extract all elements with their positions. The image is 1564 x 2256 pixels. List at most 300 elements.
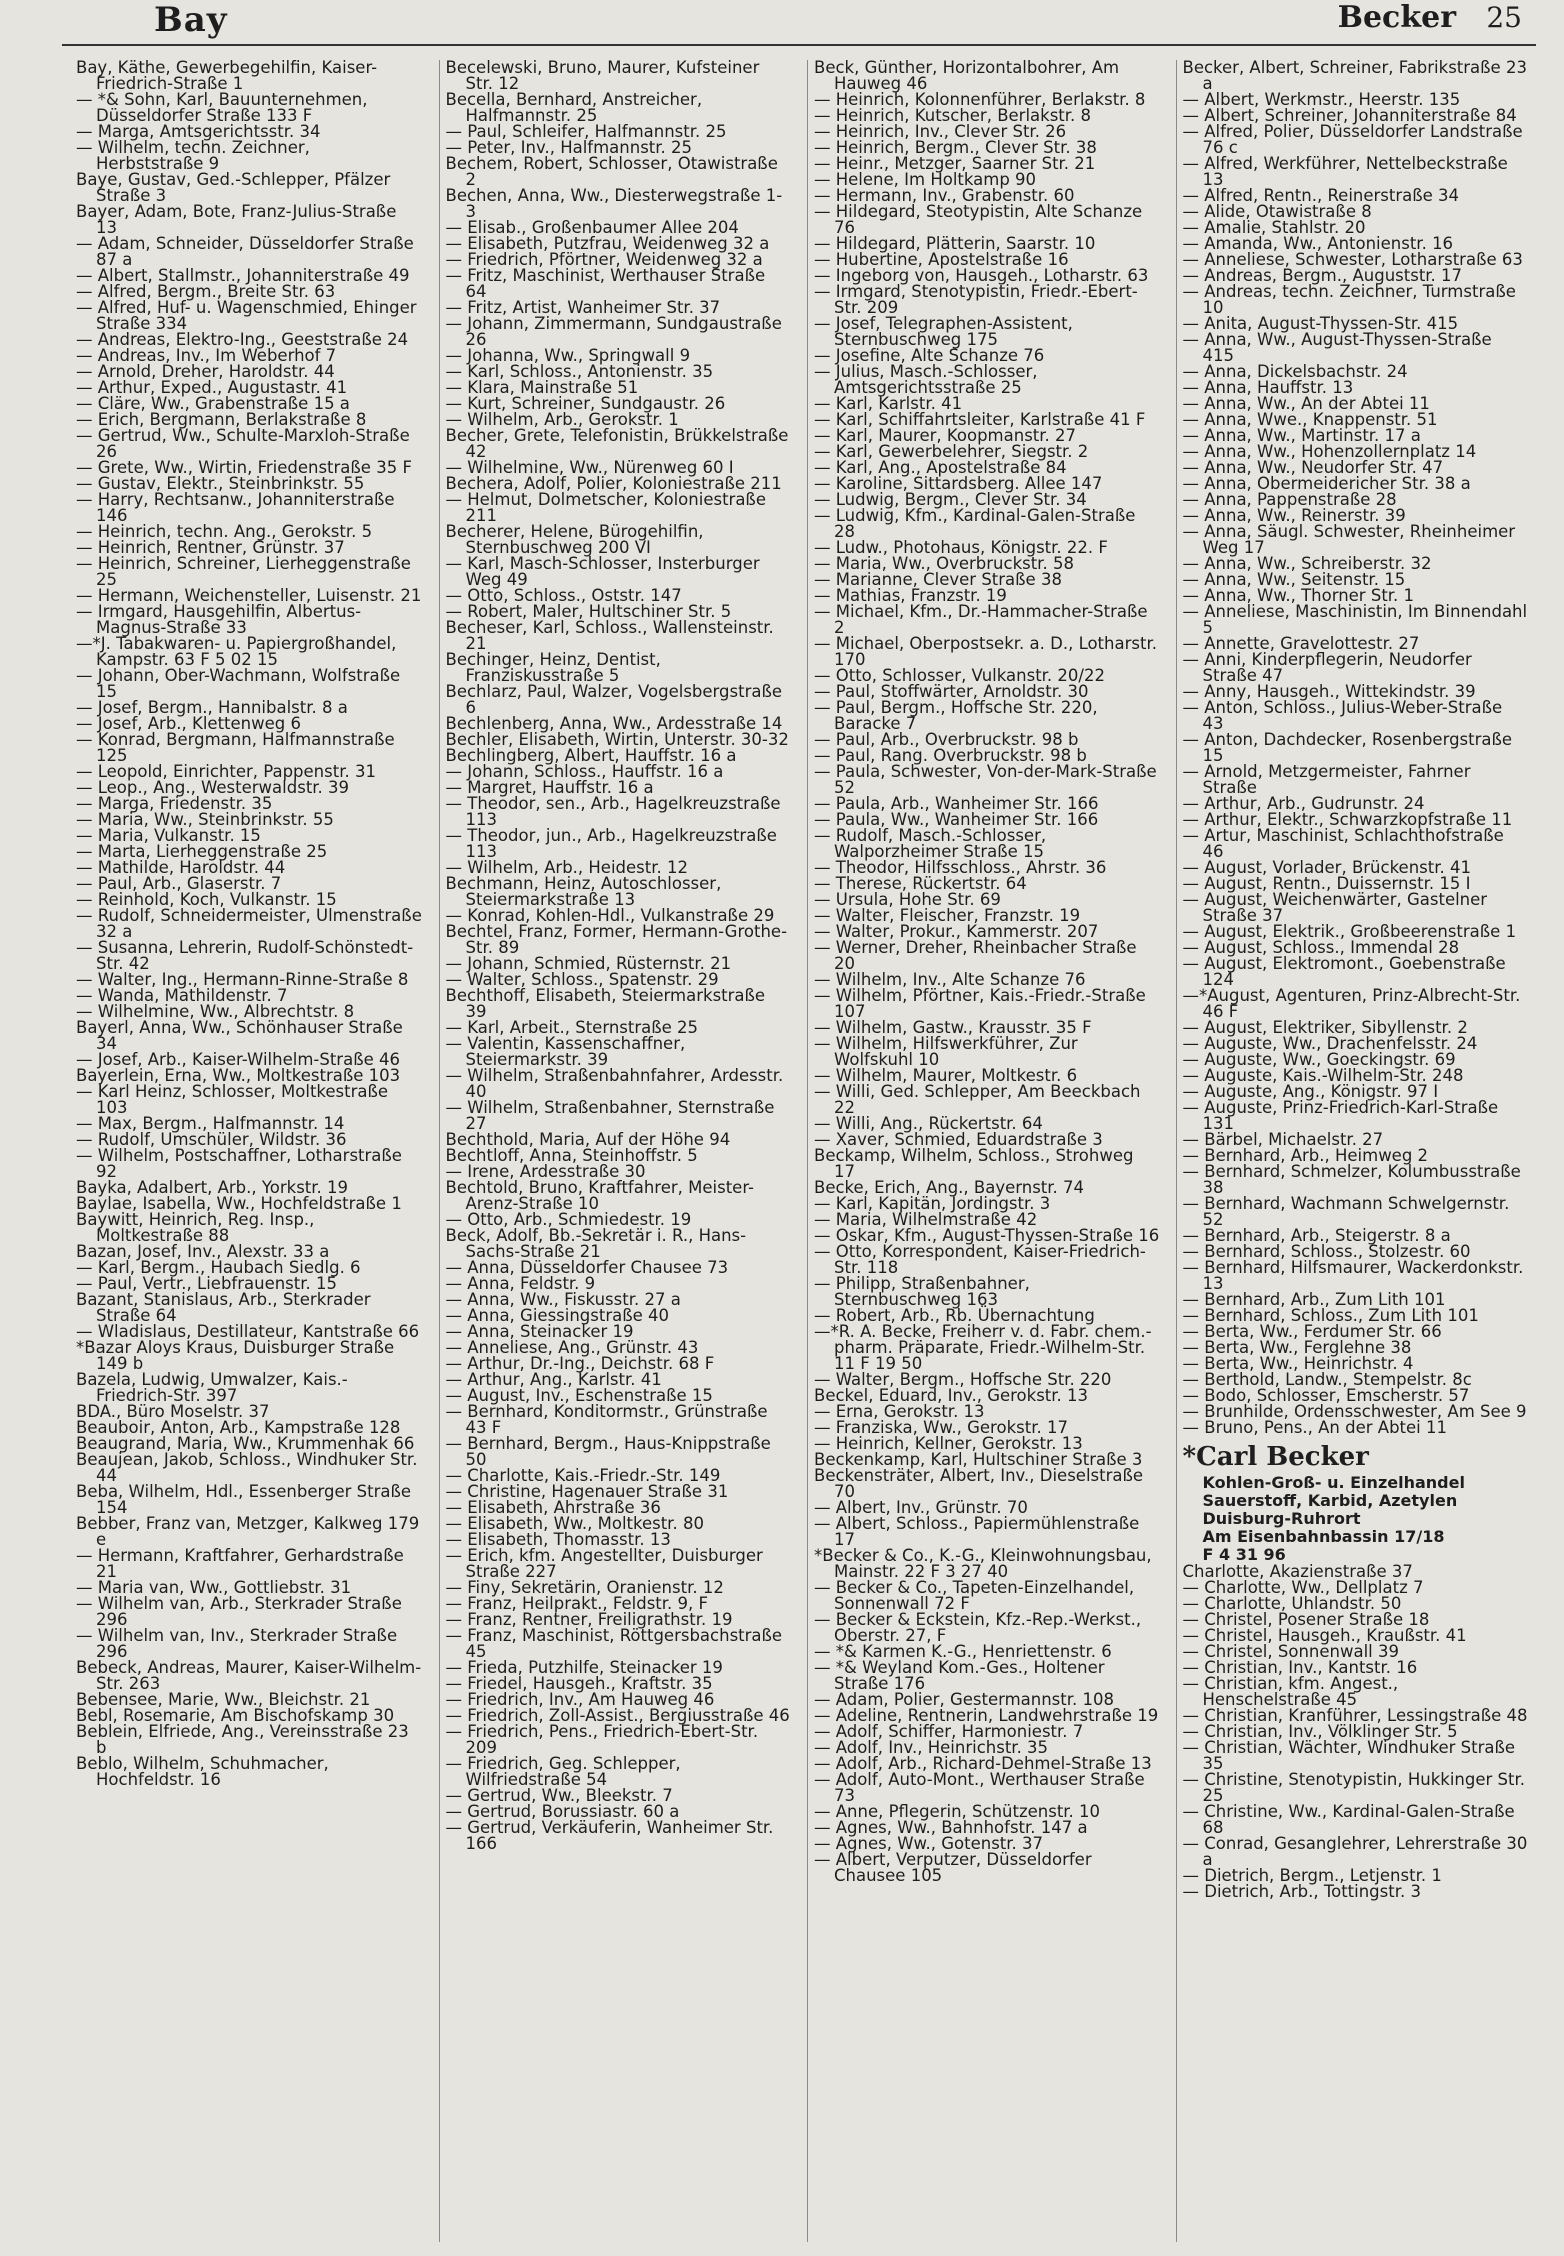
directory-entry: — Theodor, Hilfsschloss., Ahrstr. 36 [814, 858, 1107, 877]
directory-entry: — Klara, Mainstraße 51 [445, 378, 639, 397]
directory-entry: — Hermann, Inv., Grabenstr. 60 [814, 186, 1075, 205]
directory-entry: — Karl, Masch-Schlosser, Insterburger Weg 49 [445, 554, 760, 589]
directory-entry: — Willi, Ged. Schlepper, Am Beeckbach 22 [814, 1082, 1141, 1117]
directory-entry: Bechtloff, Anna, Steinhoffstr. 5 [445, 1146, 698, 1165]
directory-entry: — Walter, Ing., Hermann-Rinne-Straße 8 [76, 970, 409, 989]
directory-entry: Bechtel, Franz, Former, Hermann-Grothe-Str. 89 [445, 922, 788, 957]
directory-entry: — Wilhelm, Gastw., Krausstr. 35 F [814, 1018, 1092, 1037]
directory-entry: — Christian, Inv., Kantstr. 16 [1182, 1658, 1418, 1677]
directory-entry: — Franziska, Ww., Gerokstr. 17 [814, 1418, 1068, 1437]
directory-entry: — Gustav, Elektr., Steinbrinkstr. 55 [76, 474, 365, 493]
directory-entry: — Charlotte, Ww., Dellplatz 7 [1182, 1578, 1424, 1597]
directory-entry: — Christian, Kranführer, Lessingstraße 48 [1182, 1706, 1528, 1725]
directory-entry: — Ludwig, Bergm., Clever Str. 34 [814, 490, 1087, 509]
directory-entry: Bechthold, Maria, Auf der Höhe 94 [445, 1130, 731, 1149]
directory-entry: — Agnes, Ww., Bahnhofstr. 147 a [814, 1818, 1088, 1837]
page-header [62, 0, 1536, 46]
directory-entry: Beaugrand, Maria, Ww., Krummenhak 66 [76, 1434, 415, 1453]
directory-entry: — Auguste, Ang., Königstr. 97 I [1182, 1082, 1439, 1101]
directory-entry: — Josef, Bergm., Hannibalstr. 8 a [76, 698, 348, 717]
directory-entry: — Brunhilde, Ordensschwester, Am See 9 [1182, 1402, 1527, 1421]
column-1 [70, 60, 429, 2242]
directory-entry: — Arthur, Arb., Gudrunstr. 24 [1182, 794, 1425, 813]
directory-entry: — Karl, Maurer, Koopmanstr. 27 [814, 426, 1077, 445]
directory-entry: — Anneliese, Maschinistin, Im Binnendahl 5 [1182, 602, 1528, 637]
directory-entry: — Friedrich, Pförtner, Weidenweg 32 a [445, 250, 763, 269]
directory-entry: Baywitt, Heinrich, Reg. Insp., Moltkestraße 88 [76, 1210, 315, 1245]
directory-entry: — Karl, Gewerbelehrer, Siegstr. 2 [814, 442, 1089, 461]
directory-entry: — Anna, Ww., Seitenstr. 15 [1182, 570, 1406, 589]
directory-entry: — Marga, Friedenstr. 35 [76, 794, 273, 813]
ad-line: Am Eisenbahnbassin 17/18 [1202, 1527, 1445, 1546]
directory-entry: Beauboir, Anton, Arb., Kampstraße 128 [76, 1418, 401, 1437]
directory-entry: — Anna, Ww., An der Abtei 11 [1182, 394, 1430, 413]
directory-entry: — August, Elektriker, Sibyllenstr. 2 [1182, 1018, 1468, 1037]
directory-entry: — Anna, Düsseldorfer Chausee 73 [445, 1258, 729, 1277]
directory-entry: — *& Karmen K.-G., Henriettenstr. 6 [814, 1642, 1112, 1661]
directory-entry: — Anni, Kinderpflegerin, Neudorfer Straße 47 [1182, 650, 1472, 685]
directory-entry: — Paul, Bergm., Hoffsche Str. 220, Baracke 7 [814, 698, 1098, 733]
directory-entry: — Margret, Hauffstr. 16 a [445, 778, 654, 797]
directory-entry: — Maria, Wilhelmstraße 42 [814, 1210, 1038, 1229]
directory-entry: — Karl, Arbeit., Sternstraße 25 [445, 1018, 699, 1037]
directory-entry: — Annette, Gravelottestr. 27 [1182, 634, 1420, 653]
directory-entry: — Paula, Schwester, Von-der-Mark-Straße 52 [814, 762, 1157, 797]
directory-entry: — *& Sohn, Karl, Bauunternehmen, Düsseldorfer Straße 133 F [76, 90, 368, 125]
directory-entry: Becher, Grete, Telefonistin, Brükkelstraße 42 [445, 426, 789, 461]
directory-entry: — Erich, Bergmann, Berlakstraße 8 [76, 410, 367, 429]
directory-entry: — Bernhard, Schmelzer, Kolumbusstraße 38 [1182, 1162, 1521, 1197]
directory-entry: — Christian, kfm. Angest., Henschelstraße 45 [1182, 1674, 1399, 1709]
directory-entry: — Alfred, Werkführer, Nettelbeckstraße 13 [1182, 154, 1508, 189]
directory-entry: Bayka, Adalbert, Arb., Yorkstr. 19 [76, 1178, 349, 1197]
directory-entry: — Arthur, Exped., Augustastr. 41 [76, 378, 348, 397]
carl-becker-ad [1183, 1442, 1529, 1564]
directory-entry: — Wilhelm, Arb., Heidestr. 12 [445, 858, 688, 877]
directory-entry: — Friedrich, Geg. Schlepper, Wilfriedstraße 54 [445, 1754, 681, 1789]
directory-entry: — Philipp, Straßenbahner, Sternbuschweg 163 [814, 1274, 1030, 1309]
directory-entry: — Gertrud, Ww., Bleekstr. 7 [445, 1786, 673, 1805]
directory-entry: — Heinrich, Kutscher, Berlakstr. 8 [814, 106, 1092, 125]
directory-entry: — Wanda, Mathildenstr. 7 [76, 986, 288, 1005]
directory-entry: — Erna, Gerokstr. 13 [814, 1402, 985, 1421]
directory-entry: — Anna, Ww., August-Thyssen-Straße 415 [1182, 330, 1492, 365]
directory-entry: — Albert, Stallmstr., Johanniterstraße 49 [76, 266, 410, 285]
directory-entry: — Johanna, Ww., Springwall 9 [445, 346, 691, 365]
directory-entry: — Rudolf, Umschüler, Wildstr. 36 [76, 1130, 347, 1149]
directory-entry: — Anton, Dachdecker, Rosenbergstraße 15 [1182, 730, 1513, 765]
directory-entry: — Berta, Ww., Heinrichstr. 4 [1182, 1354, 1414, 1373]
directory-entry: — Karoline, Sittardsberg. Allee 147 [814, 474, 1103, 493]
directory-entry: — Wilhelm, Pförtner, Kais.-Friedr.-Straße 107 [814, 986, 1146, 1021]
directory-entry: — Otto, Schlosser, Vulkanstr. 20/22 [814, 666, 1105, 685]
directory-entry: — Christian, Inv., Völklinger Str. 5 [1182, 1722, 1458, 1741]
directory-entry: — Amanda, Ww., Antonienstr. 16 [1182, 234, 1454, 253]
directory-entry: — Arnold, Dreher, Haroldstr. 44 [76, 362, 335, 381]
directory-entry: Bechtold, Bruno, Kraftfahrer, Meister-Arenz-Straße 10 [445, 1178, 755, 1213]
directory-entry: — Robert, Arb., Rb. Übernachtung [814, 1306, 1095, 1325]
header-left-keyword: Bay [154, 0, 228, 40]
directory-entry: — Mathias, Franzstr. 19 [814, 586, 1007, 605]
directory-entry: — Maria, Ww., Overbruckstr. 58 [814, 554, 1074, 573]
directory-entry: — Anna, Pappenstraße 28 [1182, 490, 1397, 509]
directory-entry: *Becker & Co., K.-G., Kleinwohnungsbau, Mainstr. 22 F 3 27 40 [814, 1546, 1152, 1581]
directory-entry: Beaujean, Jakob, Schloss., Windhuker Str. 44 [76, 1450, 418, 1485]
directory-entry: — Theodor, sen., Arb., Hagelkreuzstraße 113 [445, 794, 781, 829]
directory-entry: BDA., Büro Moselstr. 37 [76, 1402, 270, 1421]
directory-entry: — Otto, Korrespondent, Kaiser-Friedrich-Str. 118 [814, 1242, 1146, 1277]
directory-entry: — Albert, Inv., Grünstr. 70 [814, 1498, 1028, 1517]
directory-entry: — Josef, Arb., Kaiser-Wilhelm-Straße 46 [76, 1050, 400, 1069]
directory-entry: Bayerl, Anna, Ww., Schönhauser Straße 34 [76, 1018, 403, 1053]
directory-entry: — Anne, Pflegerin, Schützenstr. 10 [814, 1802, 1101, 1821]
directory-entry: — Erich, kfm. Angestellter, Duisburger Straße 227 [445, 1546, 763, 1581]
directory-entry: — Oskar, Kfm., August-Thyssen-Straße 16 [814, 1226, 1160, 1245]
directory-entry: — Bernhard, Arb., Zum Lith 101 [1182, 1290, 1446, 1309]
directory-entry: — Wilhelm van, Arb., Sterkrader Straße 296 [76, 1594, 402, 1629]
directory-entry: — Conrad, Gesanglehrer, Lehrerstraße 30 a [1182, 1834, 1528, 1869]
directory-entry: — Paul, Vertr., Liebfrauenstr. 15 [76, 1274, 338, 1293]
directory-entry: — Anita, August-Thyssen-Str. 415 [1182, 314, 1459, 333]
directory-entry: — Finy, Sekretärin, Oranienstr. 12 [445, 1578, 724, 1597]
directory-entry: — Karl Heinz, Schlosser, Moltkestraße 103 [76, 1082, 389, 1117]
directory-entry: — Berta, Ww., Ferdumer Str. 66 [1182, 1322, 1442, 1341]
directory-entry: — Johann, Ober-Wachmann, Wolfstraße 15 [76, 666, 401, 701]
directory-entry: — Franz, Maschinist, Röttgersbachstraße 45 [445, 1626, 783, 1661]
directory-entry: Bechinger, Heinz, Dentist, Franziskusstraße 5 [445, 650, 661, 685]
directory-entry: — Paul, Arb., Overbruckstr. 98 b [814, 730, 1079, 749]
directory-entry: Beck, Adolf, Bb.-Sekretär i. R., Hans-Sachs-Straße 21 [445, 1226, 747, 1261]
directory-entry: — Walter, Fleischer, Franzstr. 19 [814, 906, 1081, 925]
directory-entry: — Albert, Werkmstr., Heerstr. 135 [1182, 90, 1461, 109]
directory-entry: — Becker & Co., Tapeten-Einzelhandel, Sonnenwall 72 F [814, 1578, 1135, 1613]
directory-entry: Beba, Wilhelm, Hdl., Essenberger Straße 154 [76, 1482, 412, 1517]
directory-entry: — Anna, Ww., Martinstr. 17 a [1182, 426, 1421, 445]
directory-entry: — Heinrich, Schreiner, Lierheggenstraße 25 [76, 554, 411, 589]
directory-entry: Charlotte, Akazienstraße 37 [1182, 1562, 1413, 1581]
directory-entry: — Bernhard, Bergm., Haus-Knippstraße 50 [445, 1434, 771, 1469]
directory-entry: — Anna, Ww., Thorner Str. 1 [1182, 586, 1415, 605]
directory-entry: — Anna, Dickelsbachstr. 24 [1182, 362, 1408, 381]
directory-entry: —*J. Tabakwaren- u. Papiergroßhandel, Kampstr. 63 F 5 02 15 [76, 634, 397, 669]
directory-entry: — Christian, Wächter, Windhuker Straße 35 [1182, 1738, 1516, 1773]
directory-entry: — Theodor, jun., Arb., Hagelkreuzstraße 113 [445, 826, 777, 861]
directory-entry: — Adolf, Inv., Heinrichstr. 35 [814, 1738, 1049, 1757]
directory-entry: — Irmgard, Hausgehilfin, Albertus-Magnus-Straße 33 [76, 602, 362, 637]
directory-entry: — Max, Bergm., Halfmannstr. 14 [76, 1114, 345, 1133]
directory-entry: — Leop., Ang., Westerwaldstr. 39 [76, 778, 350, 797]
directory-entry: Bebl, Rosemarie, Am Bischofskamp 30 [76, 1706, 395, 1725]
directory-entry: — Wilhelm, Arb., Gerokstr. 1 [445, 410, 679, 429]
directory-entry: — Friedrich, Zoll-Assist., Bergiusstraße 46 [445, 1706, 790, 1725]
directory-entry: — Franz, Rentner, Freiligrathstr. 19 [445, 1610, 733, 1629]
directory-entry: — Otto, Schloss., Oststr. 147 [445, 586, 682, 605]
directory-entry: — Rudolf, Schneidermeister, Ulmenstraße 32 a [76, 906, 422, 941]
directory-entry: — Auguste, Kais.-Wilhelm-Str. 248 [1182, 1066, 1464, 1085]
directory-entry: — Dietrich, Arb., Tottingstr. 3 [1182, 1882, 1421, 1901]
directory-entry: — Friedrich, Pens., Friedrich-Ebert-Str. 209 [445, 1722, 759, 1757]
directory-entry: — Andreas, Elektro-Ing., Geeststraße 24 [76, 330, 409, 349]
directory-entry: Bechlenberg, Anna, Ww., Ardesstraße 14 [445, 714, 783, 733]
directory-entry: — August, Rentn., Duissernstr. 15 I [1182, 874, 1471, 893]
directory-entry: — Alfred, Polier, Düsseldorfer Landstraße 76 c [1182, 122, 1523, 157]
directory-entry: — Bernhard, Schloss., Stolzestr. 60 [1182, 1242, 1471, 1261]
directory-entry: — Albert, Schreiner, Johanniterstraße 84 [1182, 106, 1517, 125]
directory-entry: — Elisab., Großenbaumer Allee 204 [445, 218, 739, 237]
directory-entry: Beblein, Elfriede, Ang., Vereinsstraße 23 b [76, 1722, 409, 1757]
directory-entry: — Heinrich, Kolonnenführer, Berlakstr. 8 [814, 90, 1146, 109]
directory-entry: — Harry, Rechtsanw., Johanniterstraße 146 [76, 490, 395, 525]
directory-entry: — Karl, Schiffahrtsleiter, Karlstraße 41 F [814, 410, 1146, 429]
directory-entry: — Andreas, Inv., Im Weberhof 7 [76, 346, 337, 365]
directory-entry: — Elisabeth, Thomasstr. 13 [445, 1530, 671, 1549]
directory-entry: Bebber, Franz van, Metzger, Kalkweg 179 e [76, 1514, 420, 1549]
directory-entry: — Anton, Schloss., Julius-Weber-Straße 43 [1182, 698, 1503, 733]
directory-entry: — Anneliese, Schwester, Lotharstraße 63 [1182, 250, 1523, 269]
directory-entry: Becelewski, Bruno, Maurer, Kufsteiner Str. 12 [445, 60, 760, 93]
directory-entry: — Karl, Ang., Apostelstraße 84 [814, 458, 1067, 477]
directory-entry: — August, Schloss., Immendal 28 [1182, 938, 1460, 957]
directory-entry: Bebeck, Andreas, Maurer, Kaiser-Wilhelm-Str. 263 [76, 1658, 422, 1693]
directory-entry: — Paul, Arb., Glaserstr. 7 [76, 874, 282, 893]
header-right-keyword: Becker [1337, 0, 1456, 35]
directory-entry: — Bernhard, Arb., Steigerstr. 8 a [1182, 1226, 1451, 1245]
directory-entry: — Anna, Wwe., Knappenstr. 51 [1182, 410, 1438, 429]
directory-entry: Becella, Bernhard, Anstreicher, Halfmannstr. 25 [445, 90, 703, 125]
directory-entry: — Ludw., Photohaus, Königstr. 22. F [814, 538, 1108, 557]
directory-entry: Bazela, Ludwig, Umwalzer, Kais.-Friedrich-Str. 397 [76, 1370, 348, 1405]
directory-entry: — Hermann, Kraftfahrer, Gerhardstraße 21 [76, 1546, 404, 1581]
directory-entry: — Bärbel, Michaelstr. 27 [1182, 1130, 1384, 1149]
directory-entry: — Cläre, Ww., Grabenstraße 15 a [76, 394, 350, 413]
directory-entry: — Christel, Hausgeh., Kraußstr. 41 [1182, 1626, 1467, 1645]
directory-entry: Beckamp, Wilhelm, Schloss., Strohweg 17 [814, 1146, 1134, 1181]
directory-entry: — Arnold, Metzgermeister, Fahrner Straße [1182, 762, 1471, 797]
directory-entry: — Elisabeth, Ww., Moltkestr. 80 [445, 1514, 704, 1533]
directory-entry: — Marga, Amtsgerichtsstr. 34 [76, 122, 321, 141]
directory-entry: — Adeline, Rentnerin, Landwehrstraße 19 [814, 1706, 1159, 1725]
directory-entry: — Paul, Rang. Overbruckstr. 98 b [814, 746, 1087, 765]
directory-entry: Becke, Erich, Ang., Bayernstr. 74 [814, 1178, 1085, 1197]
column-3 [807, 60, 1166, 2242]
directory-entry: — Hermann, Weichensteller, Luisenstr. 21 [76, 586, 422, 605]
directory-entry: Beck, Günther, Horizontalbohrer, Am Hauweg 46 [814, 60, 1120, 93]
directory-entry: — Peter, Inv., Halfmannstr. 25 [445, 138, 693, 157]
directory-entry: — Arthur, Dr.-Ing., Deichstr. 68 F [445, 1354, 715, 1373]
column-2 [439, 60, 798, 2242]
directory-entry: Bazan, Josef, Inv., Alexstr. 33 a [76, 1242, 330, 1261]
directory-entry: — Heinr., Metzger, Saarner Str. 21 [814, 154, 1096, 173]
directory-entry: — Adam, Polier, Gestermannstr. 108 [814, 1690, 1115, 1709]
directory-entry: — Christine, Hagenauer Straße 31 [445, 1482, 729, 1501]
directory-entry: — Paul, Stoffwärter, Arnoldstr. 30 [814, 682, 1089, 701]
directory-entry: — Amalie, Stahlstr. 20 [1182, 218, 1366, 237]
directory-entry: — Anneliese, Ang., Grünstr. 43 [445, 1338, 699, 1357]
directory-entry: — Hubertine, Apostelstraße 16 [814, 250, 1069, 269]
directory-entry: Becker, Albert, Schreiner, Fabrikstraße 23 a [1182, 60, 1527, 93]
directory-entry: Beckensträter, Albert, Inv., Dieselstraße 70 [814, 1466, 1144, 1501]
directory-entry: — Wilhelm, techn. Zeichner, Herbststraße 9 [76, 138, 310, 173]
directory-entry: — Frieda, Putzhilfe, Steinacker 19 [445, 1658, 723, 1677]
directory-entry: — August, Inv., Eschenstraße 15 [445, 1386, 713, 1405]
directory-entry: — Helmut, Dolmetscher, Koloniestraße 211 [445, 490, 766, 525]
directory-entry: Bay, Käthe, Gewerbegehilfin, Kaiser-Friedrich-Straße 1 [76, 60, 378, 93]
directory-entry: — Wilhelm, Maurer, Moltkestr. 6 [814, 1066, 1078, 1085]
directory-entry: — Anna, Ww., Neudorfer Str. 47 [1182, 458, 1444, 477]
directory-entry: — Robert, Maler, Hultschiner Str. 5 [445, 602, 732, 621]
directory-entry: Bechera, Adolf, Polier, Koloniestraße 211 [445, 474, 782, 493]
directory-entry: Bayer, Adam, Bote, Franz-Julius-Straße 13 [76, 202, 397, 237]
directory-entry: Beckel, Eduard, Inv., Gerokstr. 13 [814, 1386, 1089, 1405]
directory-entry: — Alide, Otawistraße 8 [1182, 202, 1372, 221]
directory-entry: — Auguste, Prinz-Friedrich-Karl-Straße 131 [1182, 1098, 1499, 1133]
directory-entry: Bechmann, Heinz, Autoschlosser, Steiermarkstraße 13 [445, 874, 722, 909]
directory-entry: — Franz, Heilprakt., Feldstr. 9, F [445, 1594, 708, 1613]
directory-entry: — Albert, Verputzer, Düsseldorfer Chausee 105 [814, 1850, 1092, 1885]
directory-entry: Bechler, Elisabeth, Wirtin, Unterstr. 30-32 [445, 730, 789, 749]
directory-entry: — Bernhard, Wachmann Schwelgernstr. 52 [1182, 1194, 1510, 1229]
directory-entry: — Werner, Dreher, Rheinbacher Straße 20 [814, 938, 1137, 973]
directory-entry: — Maria van, Ww., Gottliebstr. 31 [76, 1578, 352, 1597]
directory-entry: — Anna, Säugl. Schwester, Rheinheimer Weg 17 [1182, 522, 1516, 557]
directory-entry: — Adolf, Auto-Mont., Werthauser Straße 73 [814, 1770, 1145, 1805]
directory-entry: Becherer, Helene, Bürogehilfin, Sternbuschweg 200 VI [445, 522, 704, 557]
directory-entry: — Wilhelm, Hilfswerkführer, Zur Wolfskuhl 10 [814, 1034, 1078, 1069]
directory-entry: — Friedrich, Inv., Am Hauweg 46 [445, 1690, 715, 1709]
directory-entry: — Gertrud, Verkäuferin, Wanheimer Str. 166 [445, 1818, 774, 1853]
directory-entry: Bayerlein, Erna, Ww., Moltkestraße 103 [76, 1066, 401, 1085]
directory-entry: — Andreas, Bergm., Auguststr. 17 [1182, 266, 1463, 285]
directory-entry: — Dietrich, Bergm., Letjenstr. 1 [1182, 1866, 1442, 1885]
directory-entry: — Bernhard, Konditormstr., Grünstraße 43 F [445, 1402, 768, 1437]
directory-entry: — Arthur, Ang., Karlstr. 41 [445, 1370, 662, 1389]
directory-entry: — Auguste, Ww., Drachenfelsstr. 24 [1182, 1034, 1478, 1053]
directory-entry: — Paula, Arb., Wanheimer Str. 166 [814, 794, 1099, 813]
directory-entry: Baylae, Isabella, Ww., Hochfeldstraße 1 [76, 1194, 402, 1213]
directory-entry: — Johann, Schmied, Rüsternstr. 21 [445, 954, 732, 973]
directory-entry: — Friedel, Hausgeh., Kraftstr. 35 [445, 1674, 713, 1693]
directory-entry: — Bernhard, Schloss., Zum Lith 101 [1182, 1306, 1479, 1325]
directory-entry: — Karl, Karlstr. 41 [814, 394, 963, 413]
directory-entry: — Adam, Schneider, Düsseldorfer Straße 87 a [76, 234, 414, 269]
directory-entry: — Paul, Schleifer, Halfmannstr. 25 [445, 122, 727, 141]
directory-entry: — Christel, Sonnenwall 39 [1182, 1642, 1399, 1661]
directory-entry: — August, Weichenwärter, Gastelner Straße 37 [1182, 890, 1488, 925]
directory-entry: — Ingeborg von, Hausgeh., Lotharstr. 63 [814, 266, 1149, 285]
directory-entry: — Wilhelm, Postschaffner, Lotharstraße 92 [76, 1146, 402, 1181]
directory-entry: — Gertrud, Borussiastr. 60 a [445, 1802, 680, 1821]
directory-entry: — Artur, Maschinist, Schlachthofstraße 46 [1182, 826, 1504, 861]
directory-entry: Bechen, Anna, Ww., Diesterwegstraße 1-3 [445, 186, 783, 221]
directory-entry: — Charlotte, Uhlandstr. 50 [1182, 1594, 1402, 1613]
ad-title: *Carl Becker [1182, 1442, 1369, 1472]
directory-entry: Beblo, Wilhelm, Schuhmacher, Hochfeldstr. 16 [76, 1754, 329, 1789]
directory-entry: — Anna, Steinacker 19 [445, 1322, 634, 1341]
directory-entry: — Elisabeth, Ahrstraße 36 [445, 1498, 661, 1517]
page-number: 25 [1486, 1, 1522, 34]
directory-entry: — Andreas, techn. Zeichner, Turmstraße 10 [1182, 282, 1516, 317]
directory-entry: — Anna, Ww., Fiskusstr. 27 a [445, 1290, 681, 1309]
directory-entry: — Adolf, Schiffer, Harmoniestr. 7 [814, 1722, 1084, 1741]
directory-entry: — Marianne, Clever Straße 38 [814, 570, 1062, 589]
directory-entry: Beckenkamp, Karl, Hultschiner Straße 3 [814, 1450, 1143, 1469]
directory-entry: — Karl, Kapitän, Jordingstr. 3 [814, 1194, 1051, 1213]
directory-entry: — Valentin, Kassenschaffner, Steiermarkstr. 39 [445, 1034, 686, 1069]
directory-entry: — Gertrud, Ww., Schulte-Marxloh-Straße 26 [76, 426, 410, 461]
directory-entry: — Walter, Prokur., Kammerstr. 207 [814, 922, 1099, 941]
directory-entry: — Heinrich, Inv., Clever Str. 26 [814, 122, 1067, 141]
directory-entry: — Ludwig, Kfm., Kardinal-Galen-Straße 28 [814, 506, 1136, 541]
directory-entry: — Maria, Ww., Steinbrinkstr. 55 [76, 810, 334, 829]
directory-entry: — Anna, Ww., Hohenzollernplatz 14 [1182, 442, 1477, 461]
directory-entry: — Heinrich, Bergm., Clever Str. 38 [814, 138, 1097, 157]
directory-entry: — Julius, Masch.-Schlosser, Amtsgerichtsstraße 25 [814, 362, 1038, 397]
directory-entry: — Konrad, Kohlen-Hdl., Vulkanstraße 29 [445, 906, 775, 925]
directory-entry: — Anna, Ww., Reinerstr. 39 [1182, 506, 1406, 525]
directory-entry: — Albert, Schloss., Papiermühlenstraße 17 [814, 1514, 1140, 1549]
ad-line: Kohlen-Groß- u. Einzelhandel [1202, 1473, 1465, 1492]
directory-entry: — Karl, Bergm., Haubach Siedlg. 6 [76, 1258, 361, 1277]
directory-entry: — Susanna, Lehrerin, Rudolf-Schönstedt-Str. 42 [76, 938, 414, 973]
directory-entry: — Alfred, Rentn., Reinerstraße 34 [1182, 186, 1460, 205]
directory-entry: — Xaver, Schmied, Eduardstraße 3 [814, 1130, 1103, 1149]
directory-entry: — Willi, Ang., Rückertstr. 64 [814, 1114, 1043, 1133]
column-4 [1176, 60, 1535, 2242]
directory-entry: — Hildegard, Plätterin, Saarstr. 10 [814, 234, 1096, 253]
ad-line: Duisburg-Ruhrort [1202, 1509, 1361, 1528]
directory-entry: — Alfred, Huf- u. Wagenschmied, Ehinger Straße 334 [76, 298, 417, 333]
directory-entry: — August, Vorlader, Brückenstr. 41 [1182, 858, 1471, 877]
directory-entry: — Anna, Hauffstr. 13 [1182, 378, 1354, 397]
directory-entry: — August, Elektrik., Großbeerenstraße 1 [1182, 922, 1517, 941]
directory-entry: — Paula, Ww., Wanheimer Str. 166 [814, 810, 1099, 829]
directory-entry: Bechlarz, Paul, Walzer, Vogelsbergstraße 6 [445, 682, 783, 717]
directory-entry: — Christine, Ww., Kardinal-Galen-Straße 68 [1182, 1802, 1515, 1837]
directory-entry: — Therese, Rückertstr. 64 [814, 874, 1027, 893]
directory-entry: — Becker & Eckstein, Kfz.-Rep.-Werkst., Oberstr. 27, F [814, 1610, 1142, 1645]
directory-entry: — Anny, Hausgeh., Wittekindstr. 39 [1182, 682, 1476, 701]
directory-entry: — Elisabeth, Putzfrau, Weidenweg 32 a [445, 234, 770, 253]
directory-entry: — Wladislaus, Destillateur, Kantstraße 66 [76, 1322, 420, 1341]
directory-entry: — Michael, Oberpostsekr. a. D., Lotharstr. 170 [814, 634, 1157, 669]
directory-entry: — Christine, Stenotypistin, Hukkinger Str. 25 [1182, 1770, 1526, 1805]
directory-entry: — Josef, Arb., Klettenweg 6 [76, 714, 301, 733]
directory-entry: — Marta, Lierheggenstraße 25 [76, 842, 328, 861]
directory-entry: — Arthur, Elektr., Schwarzkopfstraße 11 [1182, 810, 1513, 829]
directory-entry: — Josef, Telegraphen-Assistent, Sternbuschweg 175 [814, 314, 1073, 349]
directory-entry: — Ursula, Hohe Str. 69 [814, 890, 1001, 909]
directory-entry: — Agnes, Ww., Gotenstr. 37 [814, 1834, 1044, 1853]
directory-entry: — Walter, Schloss., Spatenstr. 29 [445, 970, 719, 989]
directory-entry: Becheser, Karl, Schloss., Wallensteinstr. 21 [445, 618, 774, 653]
directory-entry: — Wilhelm, Inv., Alte Schanze 76 [814, 970, 1086, 989]
directory-entry: — Maria, Vulkanstr. 15 [76, 826, 261, 845]
directory-entry: — Helene, Im Holtkamp 90 [814, 170, 1037, 189]
directory-entry: Bazant, Stanislaus, Arb., Sterkrader Straße 64 [76, 1290, 371, 1325]
directory-entry: — Heinrich, Rentner, Grünstr. 37 [76, 538, 345, 557]
directory-entry: — Heinrich, techn. Ang., Gerokstr. 5 [76, 522, 373, 541]
directory-entry: — Anna, Obermeidericher Str. 38 a [1182, 474, 1471, 493]
ad-line: F 4 31 96 [1202, 1545, 1286, 1564]
directory-entry: — Anna, Feldstr. 9 [445, 1274, 596, 1293]
directory-entry: —*R. A. Becke, Freiherr v. d. Fabr. chem.-pharm. Präparate, Friedr.-Wilhelm-Str. 11 F 19 50 [814, 1322, 1152, 1373]
directory-entry: — Grete, Ww., Wirtin, Friedenstraße 35 F [76, 458, 412, 477]
directory-entry: — Michael, Kfm., Dr.-Hammacher-Straße 2 [814, 602, 1148, 637]
directory-entry: — Johann, Schloss., Hauffstr. 16 a [445, 762, 724, 781]
directory-entry: — Leopold, Einrichter, Pappenstr. 31 [76, 762, 376, 781]
directory-entry: — Heinrich, Kellner, Gerokstr. 13 [814, 1434, 1083, 1453]
directory-entry: — *& Weyland Kom.-Ges., Holtener Straße 176 [814, 1658, 1105, 1693]
